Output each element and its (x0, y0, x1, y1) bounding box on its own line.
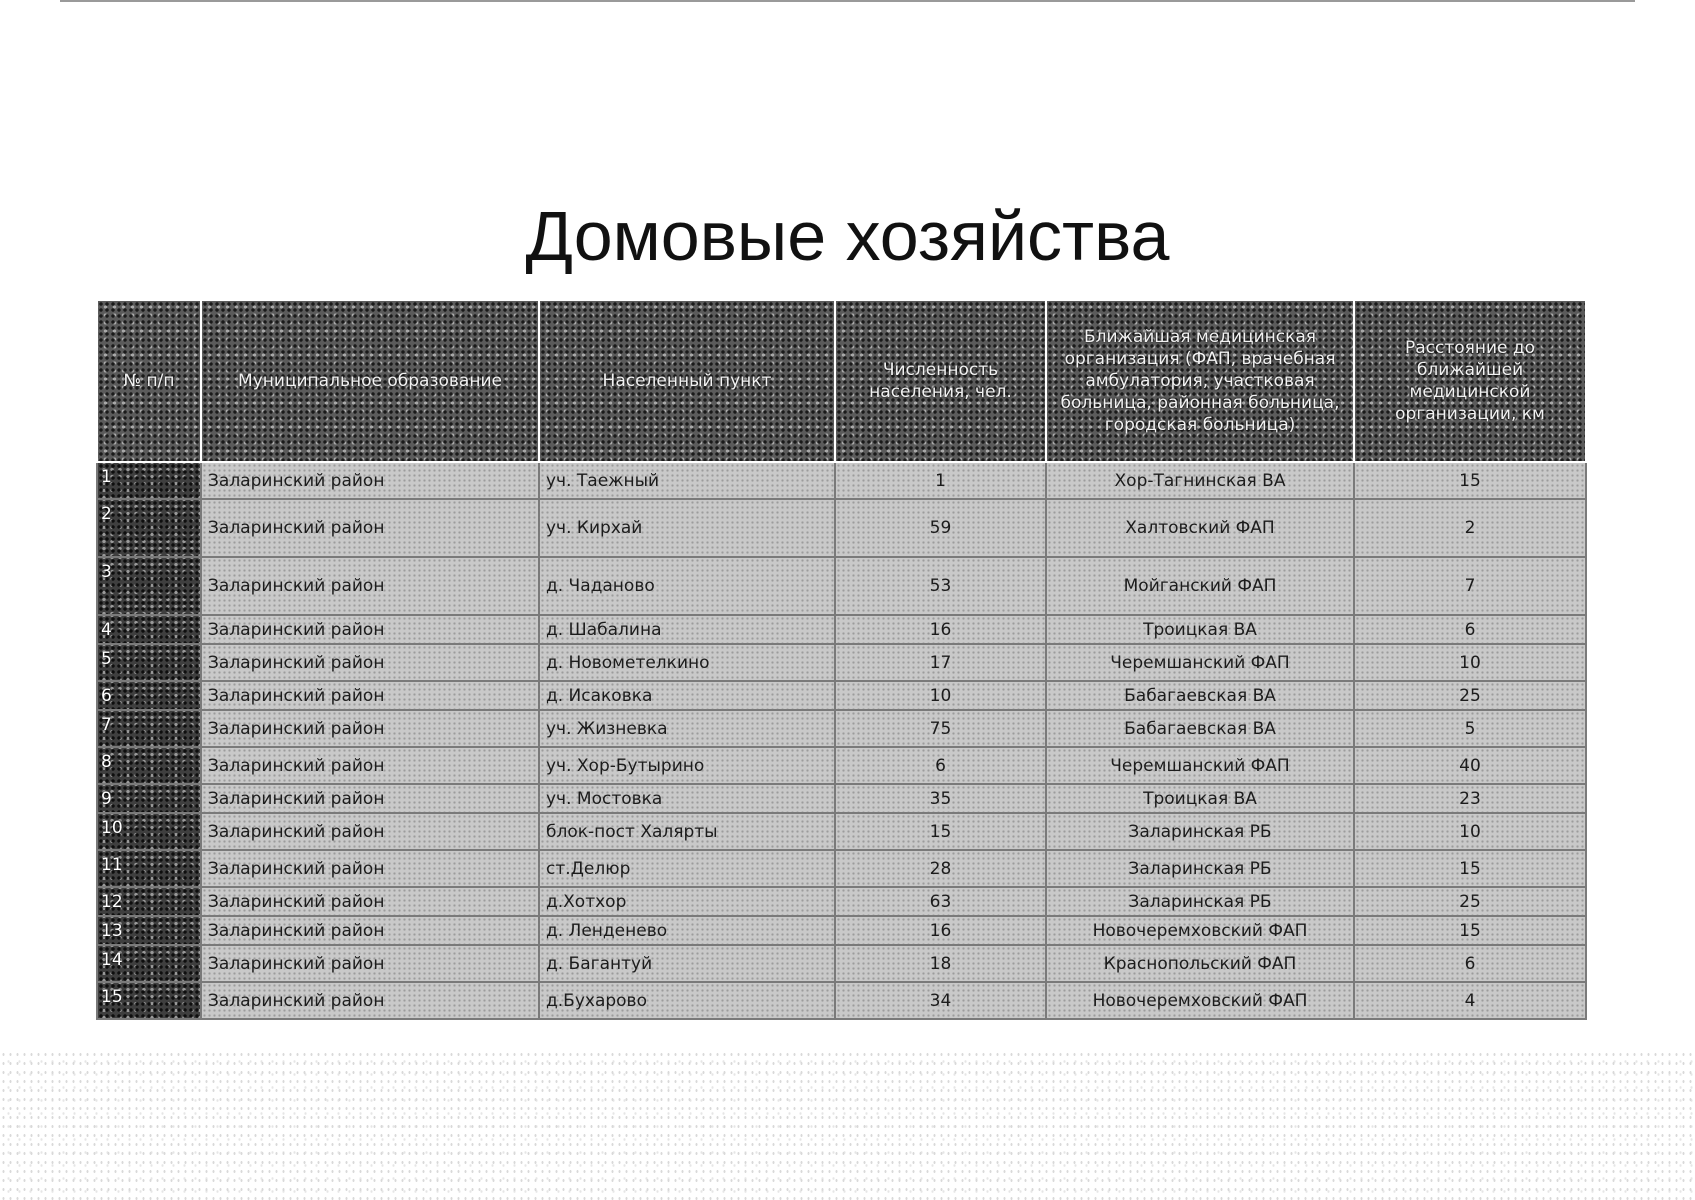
row-population: 59 (835, 499, 1046, 557)
row-municipality: Заларинский район (201, 916, 539, 945)
row-municipality: Заларинский район (201, 644, 539, 681)
row-settlement: д. Новометелкино (539, 644, 835, 681)
header-municipality: Муниципальное образование (201, 300, 539, 462)
row-settlement: уч. Таежный (539, 462, 835, 499)
table-row (97, 681, 1586, 710)
header-settlement: Населенный пункт (539, 300, 835, 462)
table-row (97, 644, 1586, 681)
row-number: 6 (97, 681, 201, 710)
row-distance: 2 (1354, 499, 1586, 557)
row-distance: 40 (1354, 747, 1586, 784)
table-row (97, 615, 1586, 644)
row-settlement: блок-пост Халярты (539, 813, 835, 850)
row-distance: 15 (1354, 916, 1586, 945)
row-population: 63 (835, 887, 1046, 916)
row-distance: 25 (1354, 681, 1586, 710)
row-settlement: д. Ленденево (539, 916, 835, 945)
header-number: № п/п (97, 300, 201, 462)
row-settlement: уч. Жизневка (539, 710, 835, 747)
row-number: 9 (97, 784, 201, 813)
page-title: Домовые хозяйства (525, 197, 1170, 275)
row-distance: 10 (1354, 644, 1586, 681)
table-row (97, 850, 1586, 887)
row-settlement: уч. Кирхай (539, 499, 835, 557)
row-medical-organization: Троицкая ВА (1046, 784, 1354, 813)
row-distance: 4 (1354, 982, 1586, 1019)
row-distance: 5 (1354, 710, 1586, 747)
row-settlement: д.Бухарово (539, 982, 835, 1019)
row-number: 11 (97, 850, 201, 887)
row-medical-organization: Бабагаевская ВА (1046, 681, 1354, 710)
row-population: 75 (835, 710, 1046, 747)
table-row (97, 982, 1586, 1019)
row-settlement: д. Багантуй (539, 945, 835, 982)
row-municipality: Заларинский район (201, 747, 539, 784)
row-settlement: уч. Мостовка (539, 784, 835, 813)
row-distance: 15 (1354, 462, 1586, 499)
row-medical-organization: Халтовский ФАП (1046, 499, 1354, 557)
header-medical-organization: Ближайшая медицинская организация (ФАП, врачебная амбулатория, участковая больница, районная больница, городская больница) (1046, 300, 1354, 462)
header-row (97, 300, 1586, 462)
households-table (96, 299, 1587, 1020)
row-municipality: Заларинский район (201, 945, 539, 982)
row-distance: 6 (1354, 615, 1586, 644)
row-municipality: Заларинский район (201, 813, 539, 850)
row-medical-organization: Мойганский ФАП (1046, 557, 1354, 615)
row-population: 28 (835, 850, 1046, 887)
row-population: 6 (835, 747, 1046, 784)
row-settlement: уч. Хор-Бутырино (539, 747, 835, 784)
row-distance: 23 (1354, 784, 1586, 813)
row-settlement: д. Чаданово (539, 557, 835, 615)
row-municipality: Заларинский район (201, 681, 539, 710)
row-municipality: Заларинский район (201, 557, 539, 615)
row-number: 5 (97, 644, 201, 681)
row-number: 15 (97, 982, 201, 1019)
row-medical-organization: Черемшанский ФАП (1046, 644, 1354, 681)
table-row (97, 462, 1586, 499)
row-number: 4 (97, 615, 201, 644)
row-population: 16 (835, 916, 1046, 945)
row-municipality: Заларинский район (201, 982, 539, 1019)
row-settlement: ст.Делюр (539, 850, 835, 887)
row-municipality: Заларинский район (201, 850, 539, 887)
header-distance: Расстояние до ближайшей медицинской организации, км (1354, 300, 1586, 462)
row-population: 15 (835, 813, 1046, 850)
table-row (97, 813, 1586, 850)
table-row (97, 747, 1586, 784)
row-number: 2 (97, 499, 201, 557)
row-number: 13 (97, 916, 201, 945)
scan-noise (0, 1050, 1695, 1200)
row-medical-organization: Краснопольский ФАП (1046, 945, 1354, 982)
row-medical-organization: Заларинская РБ (1046, 813, 1354, 850)
row-medical-organization: Черемшанский ФАП (1046, 747, 1354, 784)
row-medical-organization: Заларинская РБ (1046, 887, 1354, 916)
row-population: 53 (835, 557, 1046, 615)
row-number: 10 (97, 813, 201, 850)
row-number: 7 (97, 710, 201, 747)
row-population: 35 (835, 784, 1046, 813)
row-municipality: Заларинский район (201, 710, 539, 747)
row-number: 14 (97, 945, 201, 982)
row-population: 16 (835, 615, 1046, 644)
row-population: 34 (835, 982, 1046, 1019)
row-municipality: Заларинский район (201, 887, 539, 916)
row-population: 10 (835, 681, 1046, 710)
table-row (97, 887, 1586, 916)
row-municipality: Заларинский район (201, 615, 539, 644)
table-row (97, 557, 1586, 615)
row-distance: 10 (1354, 813, 1586, 850)
row-population: 18 (835, 945, 1046, 982)
top-rule (60, 0, 1635, 2)
row-medical-organization: Бабагаевская ВА (1046, 710, 1354, 747)
row-medical-organization: Хор-Тагнинская ВА (1046, 462, 1354, 499)
row-distance: 7 (1354, 557, 1586, 615)
row-municipality: Заларинский район (201, 784, 539, 813)
table-row (97, 784, 1586, 813)
row-settlement: д. Исаковка (539, 681, 835, 710)
table-row (97, 945, 1586, 982)
table-row (97, 710, 1586, 747)
row-medical-organization: Новочеремховский ФАП (1046, 982, 1354, 1019)
row-population: 1 (835, 462, 1046, 499)
row-settlement: д.Хотхор (539, 887, 835, 916)
row-number: 1 (97, 462, 201, 499)
row-medical-organization: Новочеремховский ФАП (1046, 916, 1354, 945)
table-row (97, 499, 1586, 557)
row-municipality: Заларинский район (201, 462, 539, 499)
table-row (97, 916, 1586, 945)
row-distance: 6 (1354, 945, 1586, 982)
row-population: 17 (835, 644, 1046, 681)
row-number: 8 (97, 747, 201, 784)
row-settlement: д. Шабалина (539, 615, 835, 644)
row-number: 12 (97, 887, 201, 916)
row-distance: 15 (1354, 850, 1586, 887)
row-number: 3 (97, 557, 201, 615)
row-medical-organization: Заларинская РБ (1046, 850, 1354, 887)
row-distance: 25 (1354, 887, 1586, 916)
header-population: Численность населения, чел. (835, 300, 1046, 462)
row-medical-organization: Троицкая ВА (1046, 615, 1354, 644)
row-municipality: Заларинский район (201, 499, 539, 557)
